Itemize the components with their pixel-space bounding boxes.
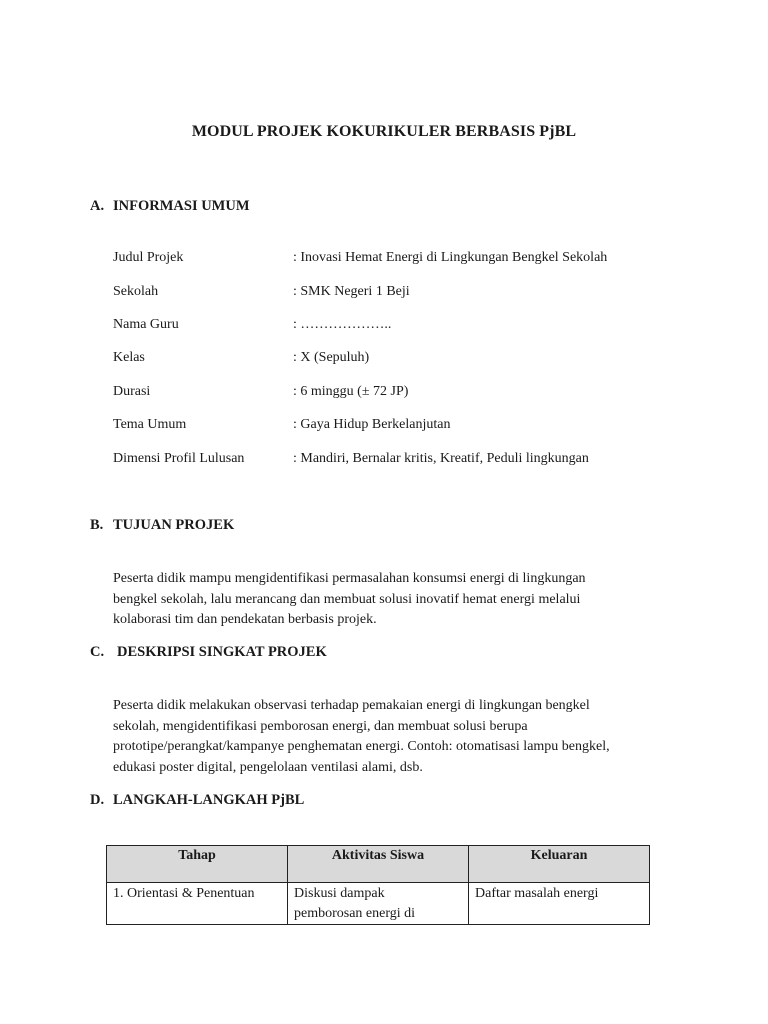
section-b-title: TUJUAN PROJEK — [113, 517, 235, 533]
paragraph-line: prototipe/perangkat/kampanye penghematan energi. Contoh: otomatisasi lampu bengkel, — [113, 739, 610, 754]
section-b-heading — [90, 517, 234, 534]
info-value: : Gaya Hidup Berkelanjutan — [293, 417, 451, 432]
pjbl-steps-table — [106, 845, 650, 925]
info-label: Durasi — [113, 384, 151, 399]
info-value: : Inovasi Hemat Energi di Lingkungan Bengkel Sekolah — [293, 250, 608, 265]
info-value: : X (Sepuluh) — [293, 350, 370, 365]
column-header-tahap: Tahap — [107, 846, 288, 883]
section-c-letter: C. — [90, 644, 105, 660]
info-label: Kelas — [113, 350, 145, 365]
paragraph-line: bengkel sekolah, lalu merancang dan membuat solusi inovatif hemat energi melalui — [113, 591, 581, 607]
info-value: : ……………….. — [293, 317, 392, 332]
section-a-letter: A. — [90, 198, 105, 214]
table-row — [107, 883, 650, 925]
paragraph-line: Peserta didik mampu mengidentifikasi permasalahan konsumsi energi di lingkungan — [113, 571, 586, 586]
info-label: Sekolah — [113, 284, 159, 299]
info-label: Nama Guru — [113, 317, 179, 332]
deskripsi-paragraph — [113, 696, 673, 778]
section-d-heading — [90, 792, 304, 809]
cell-line: pemborosan energi di — [294, 906, 416, 921]
paragraph-line: kolaborasi tim dan pendekatan berbasis projek. — [113, 612, 377, 627]
paragraph-line: Peserta didik melakukan observasi terhadap pemakaian energi di lingkungan bengkel — [113, 698, 590, 713]
document-title: MODUL PROJEK KOKURIKULER BERBASIS PjBL — [191, 123, 577, 140]
column-header-aktivitas: Aktivitas Siswa — [288, 846, 469, 883]
section-c-heading — [90, 644, 327, 661]
section-d-title: LANGKAH-LANGKAH PjBL — [113, 792, 305, 808]
section-b-letter: B. — [90, 517, 104, 533]
cell-line: Diskusi dampak — [294, 886, 385, 901]
info-label: Tema Umum — [113, 417, 187, 432]
section-c-title: DESKRIPSI SINGKAT PROJEK — [117, 644, 327, 660]
tujuan-paragraph — [113, 569, 673, 631]
info-value: : Mandiri, Bernalar kritis, Kreatif, Peduli lingkungan — [293, 451, 589, 466]
cell-keluaran: Daftar masalah energi — [469, 883, 650, 925]
section-a-title: INFORMASI UMUM — [113, 198, 250, 214]
paragraph-line: edukasi poster digital, pengelolaan ventilasi alami, dsb. — [113, 759, 423, 775]
section-d-letter: D. — [90, 792, 105, 808]
table-header-row — [107, 846, 650, 883]
info-value: : SMK Negeri 1 Beji — [293, 284, 410, 299]
paragraph-line: sekolah, mengidentifikasi pemborosan energi, dan membuat solusi berupa — [113, 718, 528, 734]
info-label: Judul Projek — [113, 250, 184, 265]
info-label: Dimensi Profil Lulusan — [113, 451, 245, 466]
info-value: : 6 minggu (± 72 JP) — [293, 384, 409, 399]
column-header-keluaran: Keluaran — [469, 846, 650, 883]
cell-tahap: 1. Orientasi & Penentuan — [107, 883, 288, 925]
cell-aktivitas — [288, 883, 469, 925]
section-a-heading — [90, 198, 250, 215]
